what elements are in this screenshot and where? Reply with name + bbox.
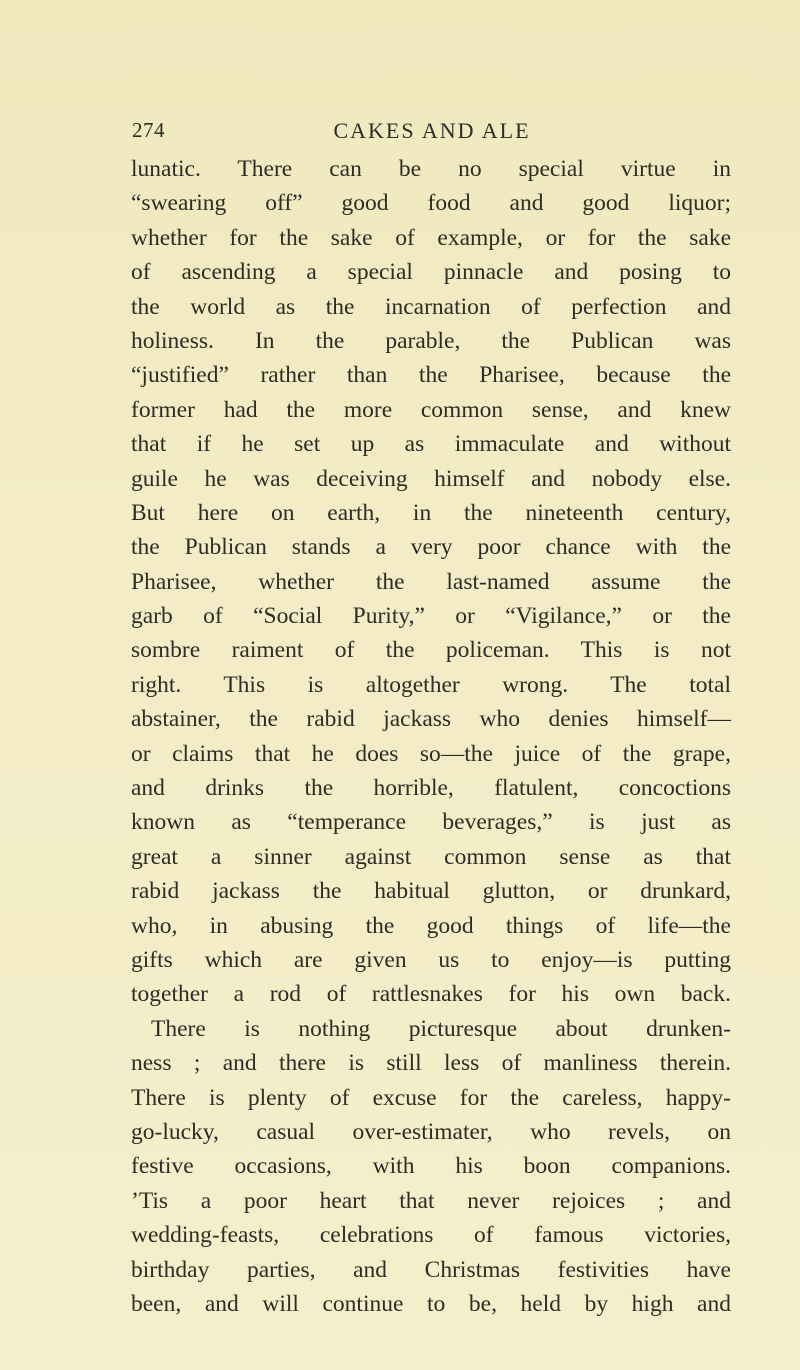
text-line: birthday parties, and Christmas festivities have: [131, 1256, 731, 1283]
text-line: right. This is altogether wrong. The total: [131, 671, 731, 698]
text-line: been, and will continue to be, held by high and: [131, 1290, 731, 1317]
text-line: holiness. In the parable, the Publican was: [131, 327, 731, 354]
text-line: and drinks the horrible, flatulent, concoctions: [131, 775, 731, 802]
text-line: known as “temperance beverages,” is just as: [131, 809, 731, 836]
text-line: together a rod of rattlesnakes for his own back.: [131, 981, 731, 1008]
text-line: But here on earth, in the nineteenth century,: [131, 499, 731, 526]
text-line: guile he was deceiving himself and nobody else.: [131, 465, 731, 492]
text-line: who, in abusing the good things of life—the: [131, 912, 731, 939]
text-line: whether for the sake of example, or for the sake: [131, 224, 731, 251]
text-line: There is plenty of excuse for the careless, happy-: [131, 1084, 731, 1111]
text-line: ness ; and there is still less of manliness therein.: [131, 1050, 731, 1077]
text-line: rabid jackass the habitual glutton, or drunkard,: [131, 878, 731, 905]
text-line: former had the more common sense, and knew: [131, 396, 731, 423]
text-line: abstainer, the rabid jackass who denies himself—: [131, 706, 731, 733]
text-line: “justified” rather than the Pharisee, because the: [131, 362, 731, 389]
text-line-paragraph-start: There is nothing picturesque about drunken-: [151, 1015, 731, 1042]
text-line: that if he set up as immaculate and without: [131, 431, 731, 458]
body-text: [131, 152, 731, 1321]
text-line: the Publican stands a very poor chance with the: [131, 534, 731, 561]
text-line: festive occasions, with his boon companions.: [131, 1153, 731, 1180]
text-line: sombre raiment of the policeman. This is not: [131, 637, 731, 664]
text-line: or claims that he does so—the juice of the grape,: [131, 740, 731, 767]
text-line: gifts which are given us to enjoy—is putting: [131, 946, 731, 973]
text-line: lunatic. There can be no special virtue in: [131, 156, 731, 182]
text-line: wedding-feasts, celebrations of famous victories,: [131, 1222, 731, 1249]
text-line: go-lucky, casual over-estimater, who revels, on: [131, 1118, 731, 1145]
text-line: the world as the incarnation of perfection and: [131, 293, 731, 320]
page-header: [132, 118, 732, 148]
text-line: garb of “Social Purity,” or “Vigilance,” or the: [131, 603, 731, 630]
text-line: “swearing off” good food and good liquor;: [131, 190, 731, 217]
text-line: Pharisee, whether the last-named assume the: [131, 568, 731, 595]
page-number: 274: [132, 118, 165, 142]
running-head: CAKES AND ALE: [333, 118, 531, 143]
text-line: great a sinner against common sense as that: [131, 843, 731, 870]
text-line: of ascending a special pinnacle and posing to: [131, 259, 731, 286]
text-line: ’Tis a poor heart that never rejoices ; and: [131, 1187, 731, 1214]
